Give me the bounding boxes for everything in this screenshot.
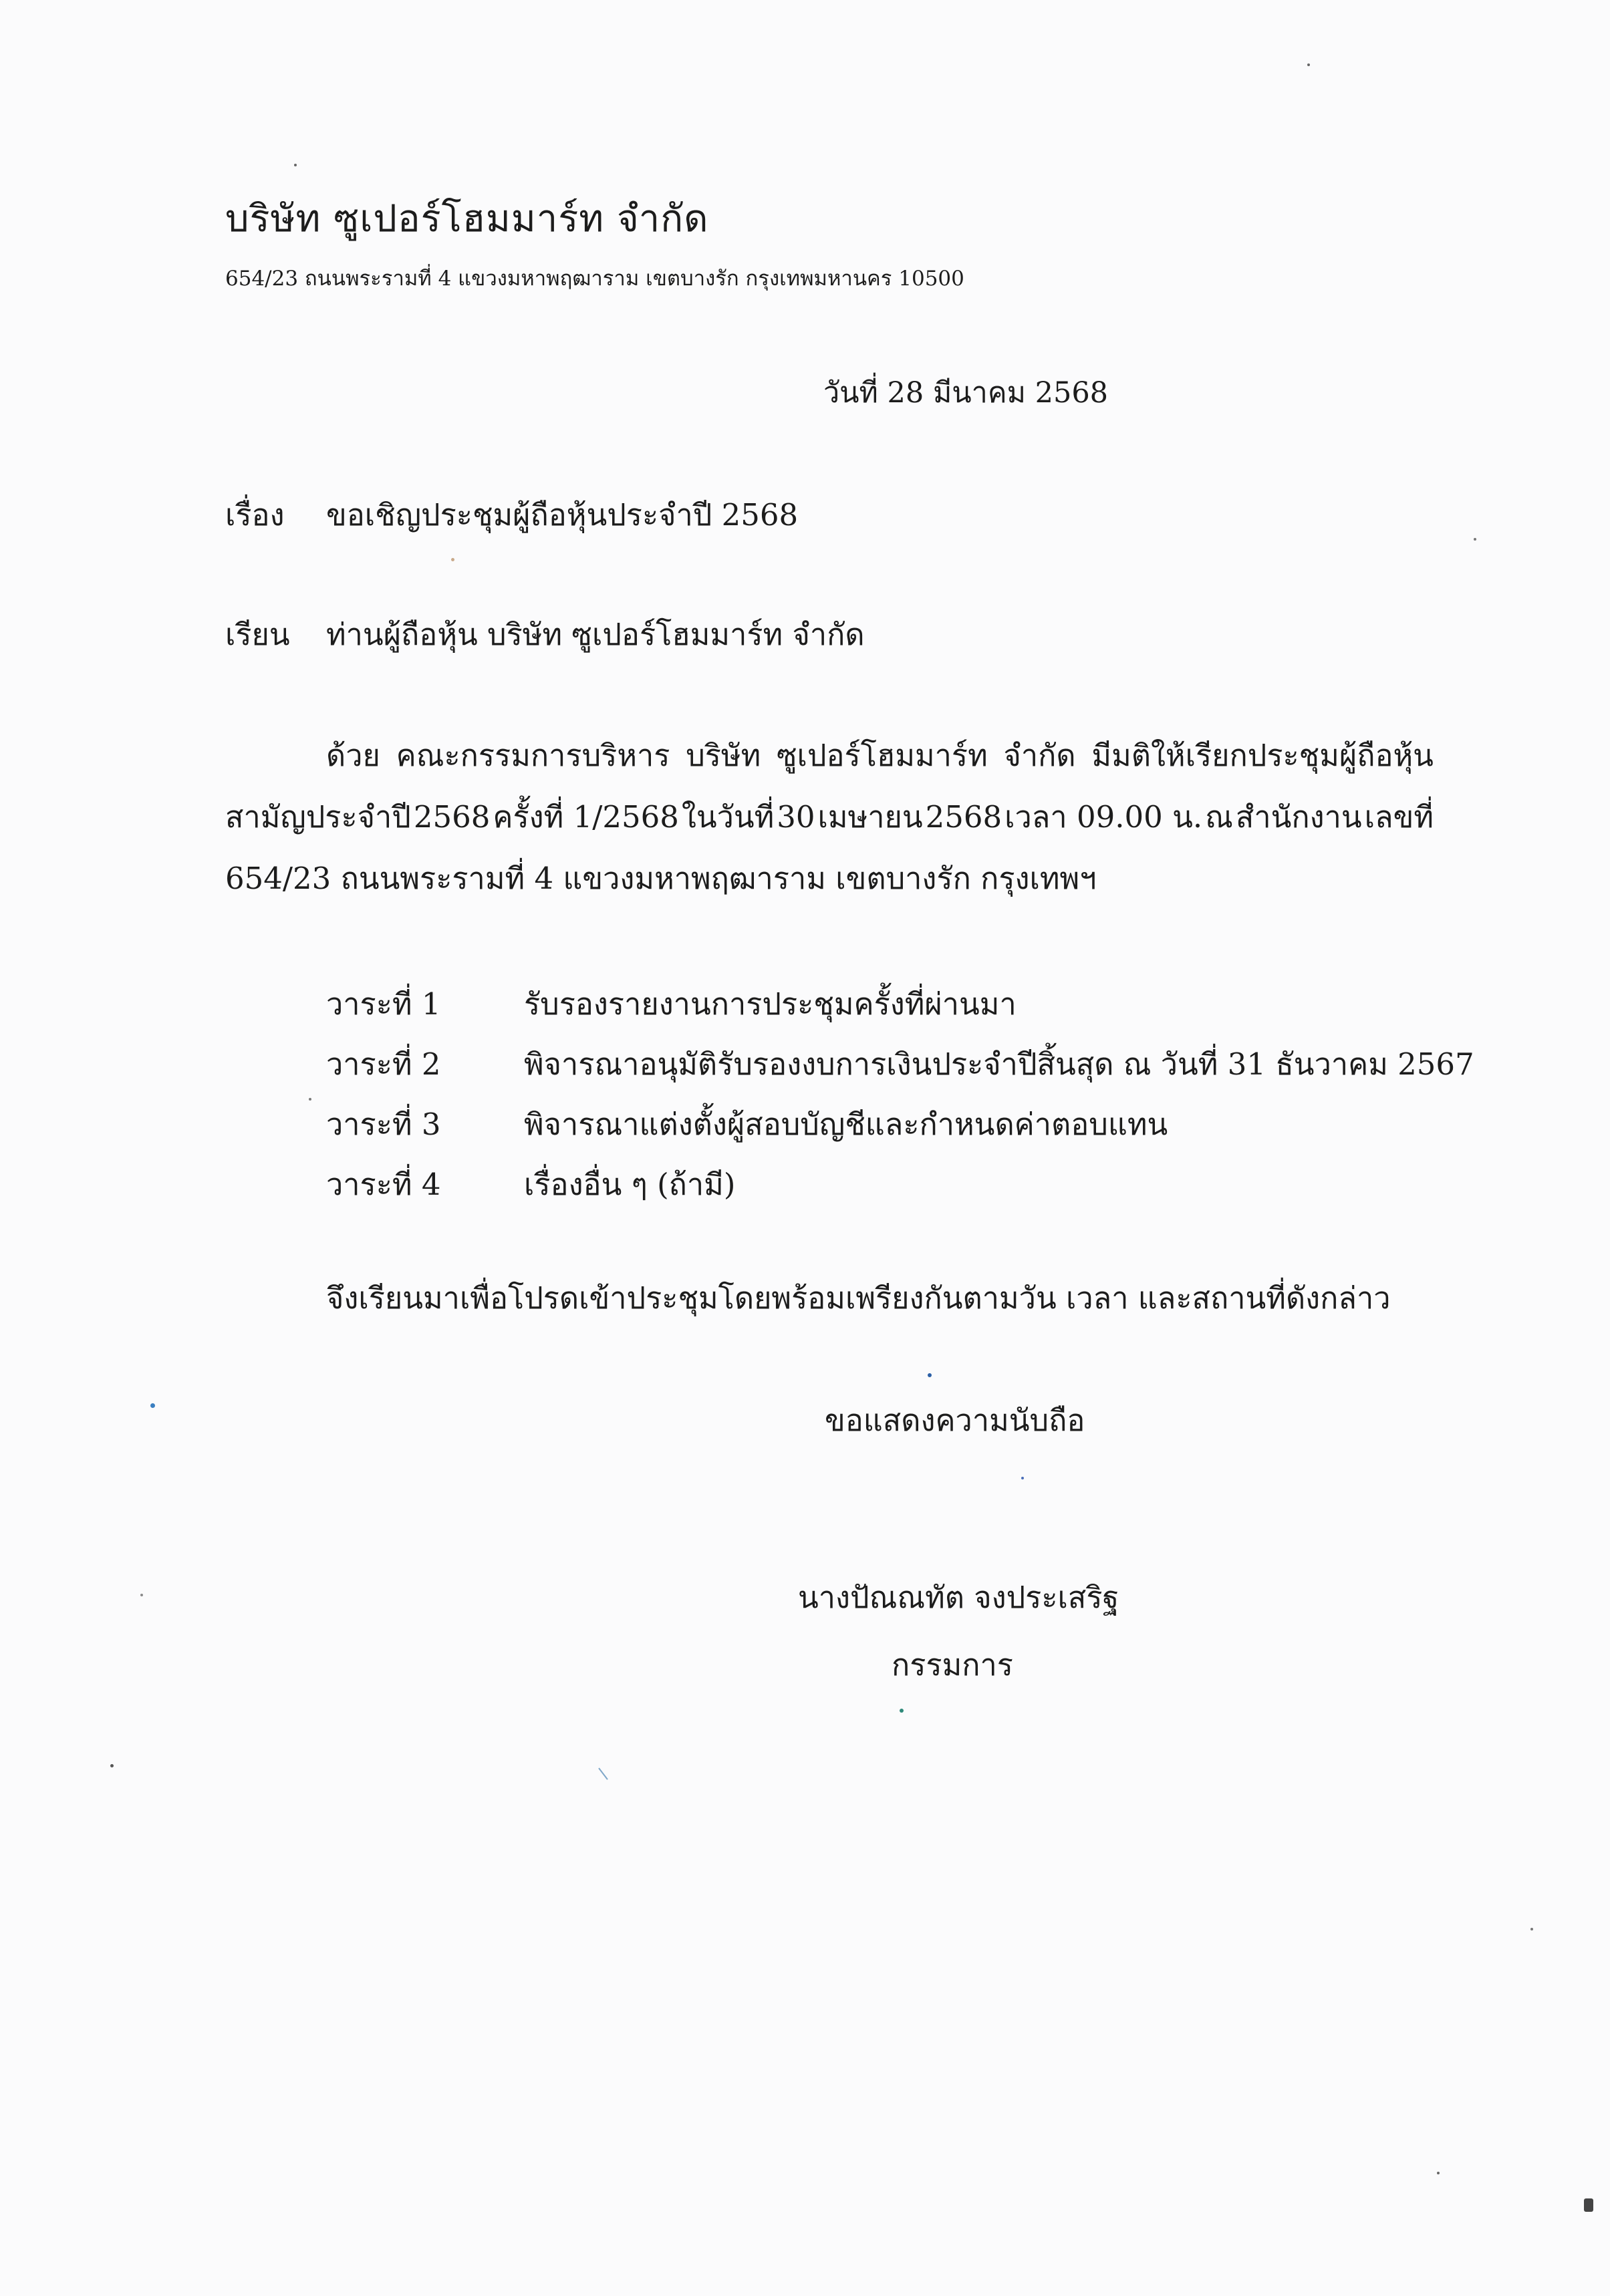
body-word: ซูเปอร์โฮมมาร์ท — [777, 738, 988, 773]
body-word: เมษายน — [817, 799, 923, 835]
agenda-description: พิจารณาแต่งตั้งผู้สอบบัญชีและกำหนดค่าตอบแทน — [524, 1107, 1168, 1142]
scan-speck — [1021, 1477, 1024, 1479]
subject-text: ขอเชิญประชุมผู้ถือหุ้นประจำปี 2568 — [326, 497, 799, 533]
company-address: 654/23 ถนนพระรามที่ 4 แขวงมหาพฤฒาราม เขตบางรัก กรุงเทพมหานคร 10500 — [225, 267, 964, 291]
subject-label: เรื่อง — [225, 497, 285, 533]
signer-title: กรรมการ — [892, 1647, 1013, 1683]
body-word: ครั้งที่ 1/2568 — [493, 799, 679, 835]
agenda-number: วาระที่ 3 — [326, 1107, 441, 1142]
body-word: มีมติให้เรียกประชุมผู้ถือหุ้น — [1091, 738, 1434, 773]
signer-name: นางปัณณทัต จงประเสริฐ — [798, 1580, 1119, 1615]
scan-speck — [928, 1373, 932, 1377]
body-word: คณะกรรมการบริหาร — [396, 738, 670, 773]
scan-speck — [140, 1594, 143, 1596]
scan-speck — [110, 1764, 114, 1767]
scan-speck — [1530, 1928, 1533, 1930]
body-word: ในวันที่ — [681, 799, 775, 835]
agenda-description: รับรองรายงานการประชุมครั้งที่ผ่านมา — [524, 986, 1017, 1022]
agenda-number: วาระที่ 4 — [326, 1167, 441, 1202]
recipient-text: ท่านผู้ถือหุ้น บริษัท ซูเปอร์โฮมมาร์ท จำกัด — [326, 617, 865, 652]
scan-speck — [150, 1403, 155, 1408]
agenda-number: วาระที่ 1 — [326, 986, 441, 1022]
scan-edge-mark — [1584, 2198, 1593, 2212]
agenda-description: พิจารณาอนุมัติรับรองงบการเงินประจำปีสิ้นสุด ณ วันที่ 31 ธันวาคม 2567 — [524, 1046, 1474, 1082]
agenda-description: เรื่องอื่น ๆ (ถ้ามี) — [524, 1167, 736, 1202]
body-word: ณ — [1205, 799, 1233, 835]
scan-speck — [451, 558, 454, 561]
scan-speck — [1307, 63, 1310, 66]
body-word: 30 — [777, 799, 815, 835]
body-word: สำนักงาน — [1235, 799, 1362, 835]
letter-date: วันที่ 28 มีนาคม 2568 — [823, 376, 1109, 410]
body-word: จำกัด — [1003, 738, 1076, 773]
scan-speck — [1437, 2172, 1440, 2174]
body-word: ด้วย — [326, 738, 380, 773]
agenda-number: วาระที่ 2 — [326, 1046, 441, 1082]
scan-speck — [900, 1709, 904, 1713]
scan-speck — [309, 1098, 311, 1101]
scan-speck — [294, 164, 297, 166]
scan-speck — [1474, 538, 1476, 541]
closing-regards: ขอแสดงความนับถือ — [825, 1403, 1085, 1438]
body-word: สามัญประจำปี — [225, 799, 411, 835]
company-name: บริษัท ซูเปอร์โฮมมาร์ท จำกัด — [225, 197, 709, 241]
body-line-1 — [326, 738, 1434, 773]
body-word: 654/23 ถนนพระรามที่ 4 แขวงมหาพฤฒาราม เขตบางรัก กรุงเทพฯ — [225, 861, 1097, 896]
body-word: เลขที่ — [1364, 799, 1434, 835]
body-word: 2568 — [925, 799, 1002, 835]
body-line-3 — [225, 861, 1434, 896]
body-word: บริษัท — [686, 738, 761, 773]
body-word: 2568 — [413, 799, 491, 835]
scan-stroke-mark — [598, 1767, 609, 1781]
body-line-2 — [225, 799, 1434, 835]
recipient-label: เรียน — [225, 617, 290, 652]
body-word: เวลา 09.00 น. — [1004, 799, 1203, 835]
closing-request: จึงเรียนมาเพื่อโปรดเข้าประชุมโดยพร้อมเพรียงกันตามวัน เวลา และสถานที่ดังกล่าว — [326, 1280, 1391, 1316]
